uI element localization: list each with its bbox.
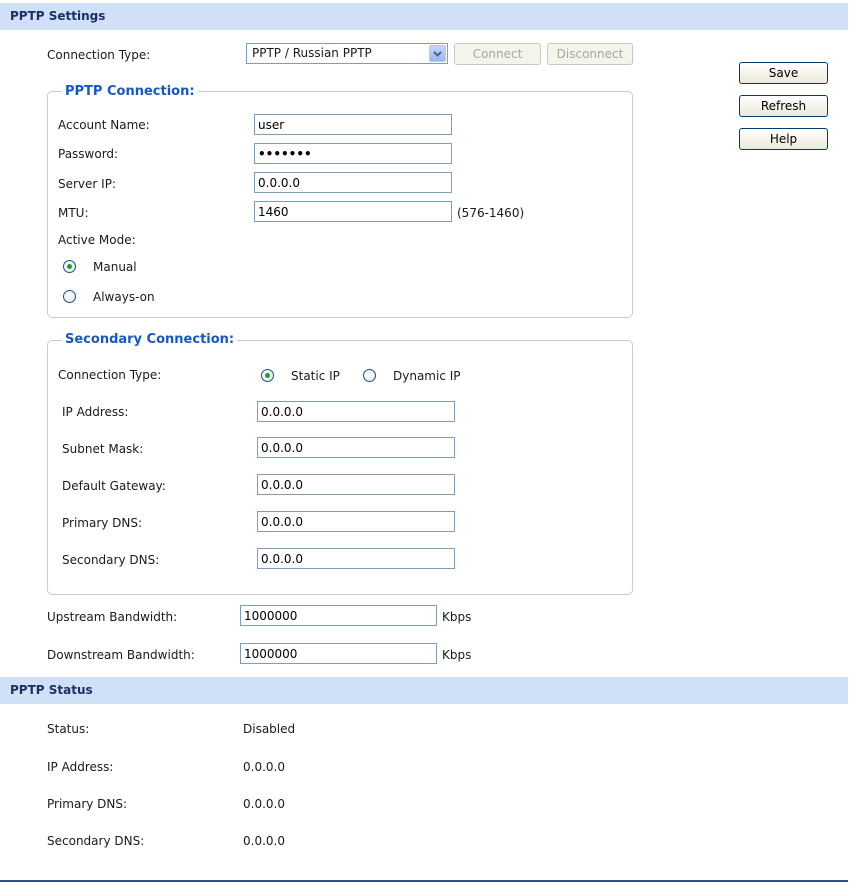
secondary-primary-dns-input[interactable] [257, 511, 455, 532]
secondary-secondary-dns-label: Secondary DNS: [62, 553, 160, 567]
always-on-radio[interactable] [63, 290, 76, 303]
upstream-bandwidth-input[interactable] [240, 605, 437, 626]
downstream-bandwidth-label: Downstream Bandwidth: [47, 648, 195, 662]
mtu-input[interactable] [254, 201, 452, 222]
default-gateway-label: Default Gateway: [62, 479, 166, 493]
connect-button[interactable]: Connect [454, 43, 541, 65]
status-value: Disabled [243, 722, 296, 736]
upstream-unit: Kbps [442, 610, 472, 624]
account-name-label: Account Name: [58, 118, 150, 132]
mtu-range-hint: (576-1460) [457, 206, 525, 220]
pptp-status-header: PPTP Status [0, 677, 848, 704]
pptp-connection-legend: PPTP Connection: [62, 84, 198, 100]
downstream-unit: Kbps [442, 648, 472, 662]
connection-type-label: Connection Type: [47, 48, 151, 62]
secondary-type-label: Connection Type: [58, 368, 162, 382]
active-mode-label: Active Mode: [58, 233, 136, 247]
subnet-mask-input[interactable] [257, 437, 455, 458]
pptp-settings-header: PPTP Settings [0, 3, 848, 30]
secondary-connection-legend: Secondary Connection: [62, 332, 237, 348]
save-button[interactable]: Save [739, 62, 828, 84]
secondary-secondary-dns-input[interactable] [257, 548, 455, 569]
chevron-down-icon[interactable] [429, 45, 446, 62]
default-gateway-input[interactable] [257, 474, 455, 495]
refresh-button[interactable]: Refresh [739, 95, 828, 117]
dynamic-ip-label: Dynamic IP [393, 369, 461, 383]
connection-type-select[interactable] [246, 43, 448, 64]
secondary-ip-input[interactable] [257, 401, 455, 422]
status-label: Status: [47, 722, 90, 736]
server-ip-input[interactable] [254, 172, 452, 193]
manual-label: Manual [93, 260, 137, 274]
secondary-primary-dns-label: Primary DNS: [62, 516, 143, 530]
help-button[interactable]: Help [739, 128, 828, 150]
status-ip-value: 0.0.0.0 [243, 760, 285, 774]
dynamic-ip-radio[interactable] [363, 369, 376, 382]
account-name-input[interactable] [254, 114, 452, 135]
always-on-label: Always-on [93, 290, 155, 304]
status-primary-dns-label: Primary DNS: [47, 797, 128, 811]
status-primary-dns-value: 0.0.0.0 [243, 797, 285, 811]
status-ip-label: IP Address: [47, 760, 114, 774]
password-label: Password: [58, 147, 119, 161]
connection-type-value: PPTP / Russian PPTP [252, 46, 372, 60]
bottom-divider [0, 880, 848, 882]
password-input[interactable] [254, 143, 452, 164]
server-ip-label: Server IP: [58, 177, 116, 191]
secondary-ip-label: IP Address: [62, 405, 129, 419]
downstream-bandwidth-input[interactable] [240, 643, 437, 664]
manual-radio[interactable] [63, 260, 76, 273]
upstream-bandwidth-label: Upstream Bandwidth: [47, 610, 178, 624]
static-ip-label: Static IP [291, 369, 340, 383]
mtu-label: MTU: [58, 206, 89, 220]
disconnect-button[interactable]: Disconnect [547, 43, 633, 65]
status-secondary-dns-label: Secondary DNS: [47, 834, 145, 848]
subnet-mask-label: Subnet Mask: [62, 442, 144, 456]
status-secondary-dns-value: 0.0.0.0 [243, 834, 285, 848]
static-ip-radio[interactable] [261, 369, 274, 382]
